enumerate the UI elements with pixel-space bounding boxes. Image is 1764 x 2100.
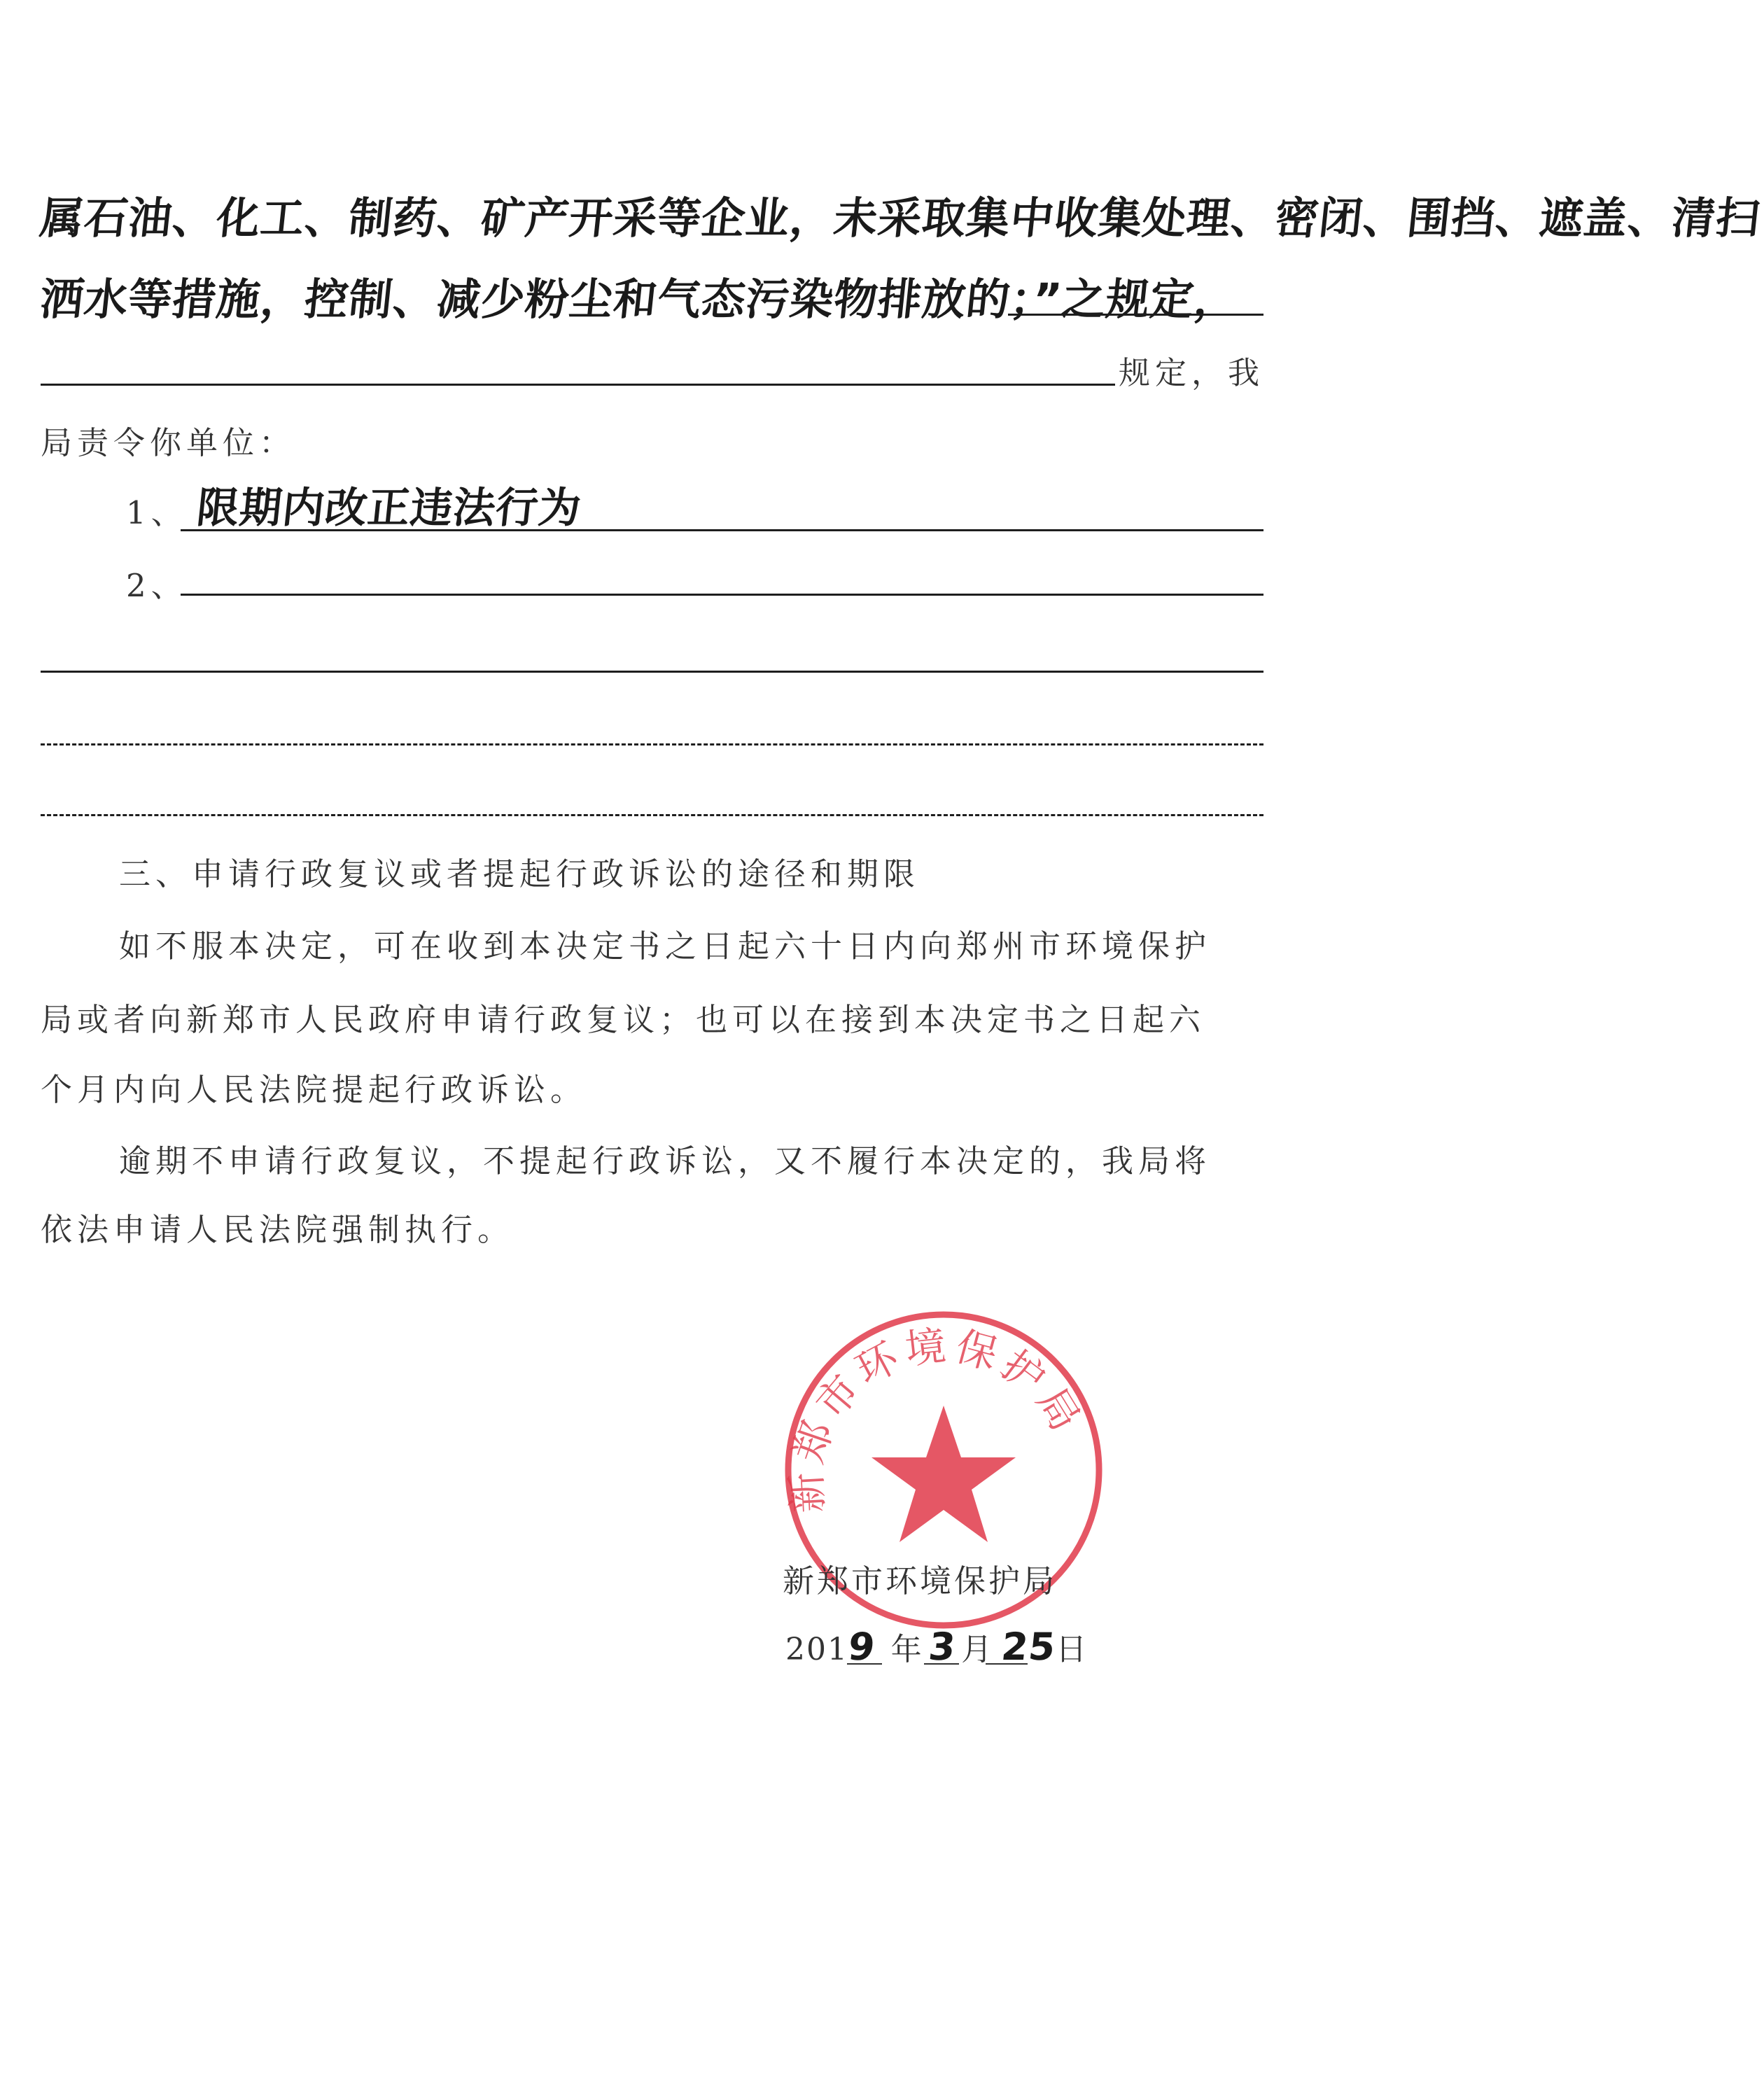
blank-line xyxy=(181,594,1264,596)
paragraph-1-line-3: 个月内向人民法院提起行政诉讼。 xyxy=(41,1071,587,1108)
date-month-underline xyxy=(924,1663,959,1665)
issuing-agency: 新郑市环境保护局 xyxy=(783,1562,1058,1600)
date-month: 3 xyxy=(926,1625,958,1669)
blank-line xyxy=(1008,314,1264,316)
blank-line xyxy=(181,529,1264,531)
date-year-digit: 9 xyxy=(846,1625,878,1669)
date-day-underline xyxy=(986,1663,1028,1665)
blank-line xyxy=(41,671,1264,673)
item-1-number: 1、 xyxy=(126,494,188,531)
handwritten-line-2: 洒水等措施，控制、减少粉尘和气态污染物排放的；”之规定， xyxy=(37,274,1242,325)
paragraph-1-line-1: 如不服本决定，可在收到本决定书之日起六十日内向郑州市环境保护 xyxy=(119,927,1212,965)
regulation-suffix: 规定，我 xyxy=(1119,354,1265,391)
date-year-underline xyxy=(847,1663,882,1665)
date-month-label: 月 xyxy=(961,1632,994,1667)
blank-line xyxy=(41,384,1115,386)
blank-line xyxy=(41,743,1264,746)
date-year-prefix: 201 xyxy=(785,1632,848,1667)
paragraph-2-line-1: 逾期不申请行政复议，不提起行政诉讼，又不履行本决定的，我局将 xyxy=(119,1142,1212,1180)
section-3-heading: 三、申请行政复议或者提起行政诉讼的途径和期限 xyxy=(119,855,920,892)
issue-date xyxy=(785,1624,1088,1669)
paragraph-1-line-2: 局或者向新郑市人民政府申请行政复议；也可以在接到本决定书之日起六 xyxy=(41,1001,1206,1038)
date-day-label: 日 xyxy=(1056,1632,1088,1667)
handwritten-line-1: 属石油、化工、制药、矿产开采等企业，未采取集中收集处理、密闭、围挡、遮盖、清扫 xyxy=(37,192,1763,244)
order-intro: 局责令你单位： xyxy=(41,424,296,461)
blank-line xyxy=(41,814,1264,816)
item-2-number: 2、 xyxy=(126,567,188,604)
seal-text-path: 新郑市环境保护局 xyxy=(782,1321,1093,1515)
seal-star-icon xyxy=(872,1406,1016,1542)
date-day: 25 xyxy=(999,1625,1058,1669)
paragraph-2-line-2: 依法申请人民法院强制执行。 xyxy=(41,1211,514,1248)
date-year-label: 年 xyxy=(890,1632,923,1667)
handwritten-item-1: 限期内改正违法行为 xyxy=(194,484,584,533)
